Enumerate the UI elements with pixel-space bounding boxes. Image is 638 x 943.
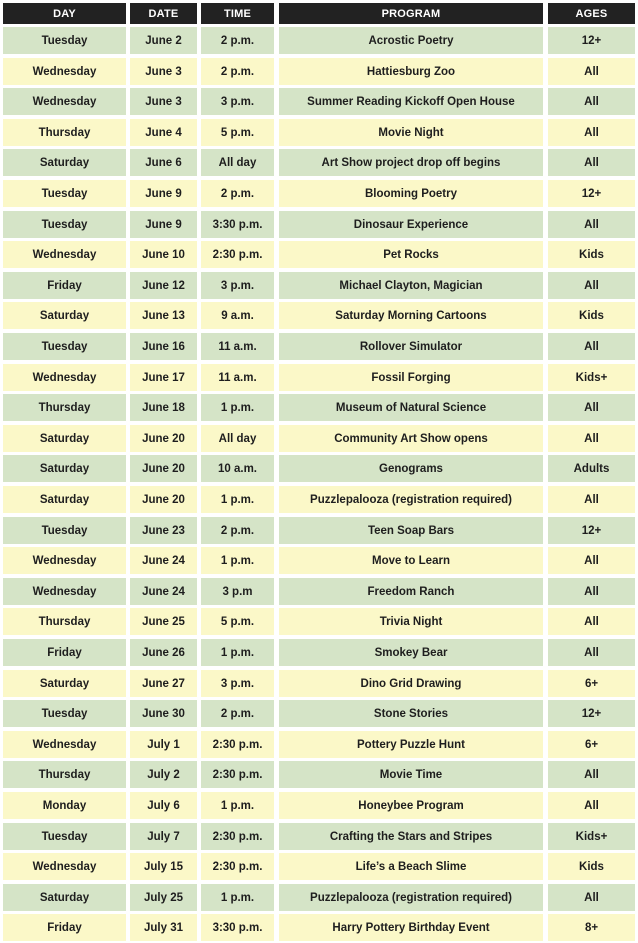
cell-program: Pet Rocks bbox=[279, 241, 543, 268]
cell-program: Teen Soap Bars bbox=[279, 517, 543, 544]
table-row bbox=[0, 58, 638, 85]
cell-day: Tuesday bbox=[3, 333, 126, 360]
cell-time: 1 p.m. bbox=[201, 792, 274, 819]
cell-date: June 9 bbox=[130, 211, 197, 238]
table-header-row bbox=[0, 3, 638, 24]
cell-time: 3 p.m bbox=[201, 578, 274, 605]
table-row bbox=[0, 578, 638, 605]
table-row bbox=[0, 700, 638, 727]
cell-ages: All bbox=[548, 211, 635, 238]
cell-time: 2 p.m. bbox=[201, 58, 274, 85]
table-row bbox=[0, 27, 638, 54]
cell-time: 5 p.m. bbox=[201, 608, 274, 635]
cell-time: 5 p.m. bbox=[201, 119, 274, 146]
table-row bbox=[0, 302, 638, 329]
cell-ages: All bbox=[548, 425, 635, 452]
table-row bbox=[0, 241, 638, 268]
cell-ages: Kids bbox=[548, 302, 635, 329]
table-row bbox=[0, 119, 638, 146]
table-row bbox=[0, 455, 638, 482]
cell-date: June 3 bbox=[130, 58, 197, 85]
cell-ages: Adults bbox=[548, 455, 635, 482]
cell-day: Tuesday bbox=[3, 27, 126, 54]
cell-day: Thursday bbox=[3, 119, 126, 146]
cell-program: Dinosaur Experience bbox=[279, 211, 543, 238]
cell-time: 2:30 p.m. bbox=[201, 823, 274, 850]
cell-time: 1 p.m. bbox=[201, 547, 274, 574]
cell-time: 3:30 p.m. bbox=[201, 211, 274, 238]
cell-day: Wednesday bbox=[3, 88, 126, 115]
cell-ages: All bbox=[548, 394, 635, 421]
cell-date: June 13 bbox=[130, 302, 197, 329]
cell-date: June 2 bbox=[130, 27, 197, 54]
cell-program: Trivia Night bbox=[279, 608, 543, 635]
cell-ages: Kids+ bbox=[548, 823, 635, 850]
cell-day: Saturday bbox=[3, 670, 126, 697]
cell-program: Crafting the Stars and Stripes bbox=[279, 823, 543, 850]
cell-date: June 24 bbox=[130, 547, 197, 574]
cell-program: Hattiesburg Zoo bbox=[279, 58, 543, 85]
table-row bbox=[0, 853, 638, 880]
cell-time: 2 p.m. bbox=[201, 27, 274, 54]
cell-program: Museum of Natural Science bbox=[279, 394, 543, 421]
cell-day: Tuesday bbox=[3, 180, 126, 207]
cell-day: Tuesday bbox=[3, 517, 126, 544]
cell-day: Wednesday bbox=[3, 853, 126, 880]
cell-day: Saturday bbox=[3, 149, 126, 176]
cell-ages: All bbox=[548, 119, 635, 146]
cell-date: July 2 bbox=[130, 761, 197, 788]
cell-date: June 20 bbox=[130, 425, 197, 452]
table-row bbox=[0, 823, 638, 850]
cell-day: Wednesday bbox=[3, 241, 126, 268]
cell-date: June 17 bbox=[130, 364, 197, 391]
cell-program: Fossil Forging bbox=[279, 364, 543, 391]
cell-ages: 12+ bbox=[548, 517, 635, 544]
cell-ages: All bbox=[548, 639, 635, 666]
cell-ages: All bbox=[548, 547, 635, 574]
cell-time: 9 a.m. bbox=[201, 302, 274, 329]
cell-time: 3 p.m. bbox=[201, 272, 274, 299]
cell-date: July 25 bbox=[130, 884, 197, 911]
cell-time: 2 p.m. bbox=[201, 517, 274, 544]
cell-ages: All bbox=[548, 761, 635, 788]
table-row bbox=[0, 670, 638, 697]
cell-day: Tuesday bbox=[3, 211, 126, 238]
cell-time: 1 p.m. bbox=[201, 486, 274, 513]
table-row bbox=[0, 517, 638, 544]
cell-time: 3 p.m. bbox=[201, 670, 274, 697]
cell-date: June 3 bbox=[130, 88, 197, 115]
cell-date: July 1 bbox=[130, 731, 197, 758]
header-ages: AGES bbox=[548, 3, 635, 24]
cell-time: 2 p.m. bbox=[201, 700, 274, 727]
cell-time: All day bbox=[201, 149, 274, 176]
cell-ages: All bbox=[548, 884, 635, 911]
cell-ages: Kids+ bbox=[548, 364, 635, 391]
cell-program: Genograms bbox=[279, 455, 543, 482]
cell-program: Michael Clayton, Magician bbox=[279, 272, 543, 299]
cell-day: Wednesday bbox=[3, 578, 126, 605]
cell-ages: 12+ bbox=[548, 180, 635, 207]
cell-time: 2:30 p.m. bbox=[201, 241, 274, 268]
cell-day: Tuesday bbox=[3, 823, 126, 850]
table-row bbox=[0, 761, 638, 788]
table-row bbox=[0, 639, 638, 666]
cell-time: 1 p.m. bbox=[201, 884, 274, 911]
table-row bbox=[0, 608, 638, 635]
cell-ages: Kids bbox=[548, 241, 635, 268]
cell-program: Community Art Show opens bbox=[279, 425, 543, 452]
cell-time: 2:30 p.m. bbox=[201, 731, 274, 758]
cell-day: Saturday bbox=[3, 884, 126, 911]
cell-program: Life’s a Beach Slime bbox=[279, 853, 543, 880]
cell-date: June 18 bbox=[130, 394, 197, 421]
header-time: TIME bbox=[201, 3, 274, 24]
cell-day: Saturday bbox=[3, 455, 126, 482]
cell-program: Pottery Puzzle Hunt bbox=[279, 731, 543, 758]
cell-ages: All bbox=[548, 272, 635, 299]
cell-date: July 31 bbox=[130, 914, 197, 941]
cell-date: June 26 bbox=[130, 639, 197, 666]
cell-time: 2 p.m. bbox=[201, 180, 274, 207]
cell-date: June 9 bbox=[130, 180, 197, 207]
cell-program: Art Show project drop off begins bbox=[279, 149, 543, 176]
cell-program: Saturday Morning Cartoons bbox=[279, 302, 543, 329]
cell-date: June 24 bbox=[130, 578, 197, 605]
cell-date: June 30 bbox=[130, 700, 197, 727]
table-row bbox=[0, 394, 638, 421]
cell-program: Puzzlepalooza (registration required) bbox=[279, 486, 543, 513]
cell-day: Saturday bbox=[3, 425, 126, 452]
cell-time: 1 p.m. bbox=[201, 394, 274, 421]
table-row bbox=[0, 731, 638, 758]
table-row bbox=[0, 333, 638, 360]
cell-ages: All bbox=[548, 578, 635, 605]
table-row bbox=[0, 211, 638, 238]
cell-day: Monday bbox=[3, 792, 126, 819]
cell-date: June 25 bbox=[130, 608, 197, 635]
table-row bbox=[0, 180, 638, 207]
cell-date: June 16 bbox=[130, 333, 197, 360]
cell-time: 3:30 p.m. bbox=[201, 914, 274, 941]
table-row bbox=[0, 486, 638, 513]
cell-program: Smokey Bear bbox=[279, 639, 543, 666]
cell-day: Thursday bbox=[3, 394, 126, 421]
cell-day: Friday bbox=[3, 639, 126, 666]
cell-ages: All bbox=[548, 149, 635, 176]
table-row bbox=[0, 547, 638, 574]
cell-program: Harry Pottery Birthday Event bbox=[279, 914, 543, 941]
cell-ages: All bbox=[548, 88, 635, 115]
cell-day: Thursday bbox=[3, 761, 126, 788]
cell-ages: All bbox=[548, 333, 635, 360]
cell-time: 2:30 p.m. bbox=[201, 761, 274, 788]
cell-program: Movie Time bbox=[279, 761, 543, 788]
cell-date: July 15 bbox=[130, 853, 197, 880]
cell-day: Tuesday bbox=[3, 700, 126, 727]
table-row bbox=[0, 272, 638, 299]
cell-time: 11 a.m. bbox=[201, 364, 274, 391]
cell-date: June 10 bbox=[130, 241, 197, 268]
table-row bbox=[0, 792, 638, 819]
cell-date: July 7 bbox=[130, 823, 197, 850]
header-date: DATE bbox=[130, 3, 197, 24]
cell-ages: 12+ bbox=[548, 27, 635, 54]
table-row bbox=[0, 425, 638, 452]
cell-time: 11 a.m. bbox=[201, 333, 274, 360]
cell-day: Saturday bbox=[3, 302, 126, 329]
cell-time: All day bbox=[201, 425, 274, 452]
cell-date: July 6 bbox=[130, 792, 197, 819]
cell-program: Honeybee Program bbox=[279, 792, 543, 819]
cell-ages: All bbox=[548, 608, 635, 635]
cell-ages: All bbox=[548, 486, 635, 513]
cell-date: June 20 bbox=[130, 455, 197, 482]
cell-ages: All bbox=[548, 792, 635, 819]
cell-time: 2:30 p.m. bbox=[201, 853, 274, 880]
cell-date: June 20 bbox=[130, 486, 197, 513]
cell-ages: 8+ bbox=[548, 914, 635, 941]
cell-program: Acrostic Poetry bbox=[279, 27, 543, 54]
table-row bbox=[0, 149, 638, 176]
cell-ages: Kids bbox=[548, 853, 635, 880]
cell-program: Stone Stories bbox=[279, 700, 543, 727]
header-program: PROGRAM bbox=[279, 3, 543, 24]
table-row bbox=[0, 88, 638, 115]
cell-program: Blooming Poetry bbox=[279, 180, 543, 207]
cell-program: Dino Grid Drawing bbox=[279, 670, 543, 697]
cell-day: Wednesday bbox=[3, 731, 126, 758]
cell-ages: All bbox=[548, 58, 635, 85]
cell-day: Friday bbox=[3, 272, 126, 299]
cell-program: Summer Reading Kickoff Open House bbox=[279, 88, 543, 115]
cell-ages: 6+ bbox=[548, 731, 635, 758]
cell-time: 10 a.m. bbox=[201, 455, 274, 482]
cell-program: Movie Night bbox=[279, 119, 543, 146]
cell-day: Saturday bbox=[3, 486, 126, 513]
header-day: DAY bbox=[3, 3, 126, 24]
cell-ages: 12+ bbox=[548, 700, 635, 727]
cell-date: June 23 bbox=[130, 517, 197, 544]
cell-ages: 6+ bbox=[548, 670, 635, 697]
cell-program: Rollover Simulator bbox=[279, 333, 543, 360]
table-row bbox=[0, 914, 638, 941]
cell-time: 3 p.m. bbox=[201, 88, 274, 115]
cell-day: Wednesday bbox=[3, 364, 126, 391]
table-row bbox=[0, 364, 638, 391]
cell-day: Wednesday bbox=[3, 58, 126, 85]
cell-day: Thursday bbox=[3, 608, 126, 635]
cell-day: Wednesday bbox=[3, 547, 126, 574]
cell-program: Move to Learn bbox=[279, 547, 543, 574]
cell-date: June 4 bbox=[130, 119, 197, 146]
cell-date: June 6 bbox=[130, 149, 197, 176]
cell-day: Friday bbox=[3, 914, 126, 941]
cell-date: June 12 bbox=[130, 272, 197, 299]
cell-date: June 27 bbox=[130, 670, 197, 697]
cell-program: Freedom Ranch bbox=[279, 578, 543, 605]
table-row bbox=[0, 884, 638, 911]
cell-program: Puzzlepalooza (registration required) bbox=[279, 884, 543, 911]
cell-time: 1 p.m. bbox=[201, 639, 274, 666]
